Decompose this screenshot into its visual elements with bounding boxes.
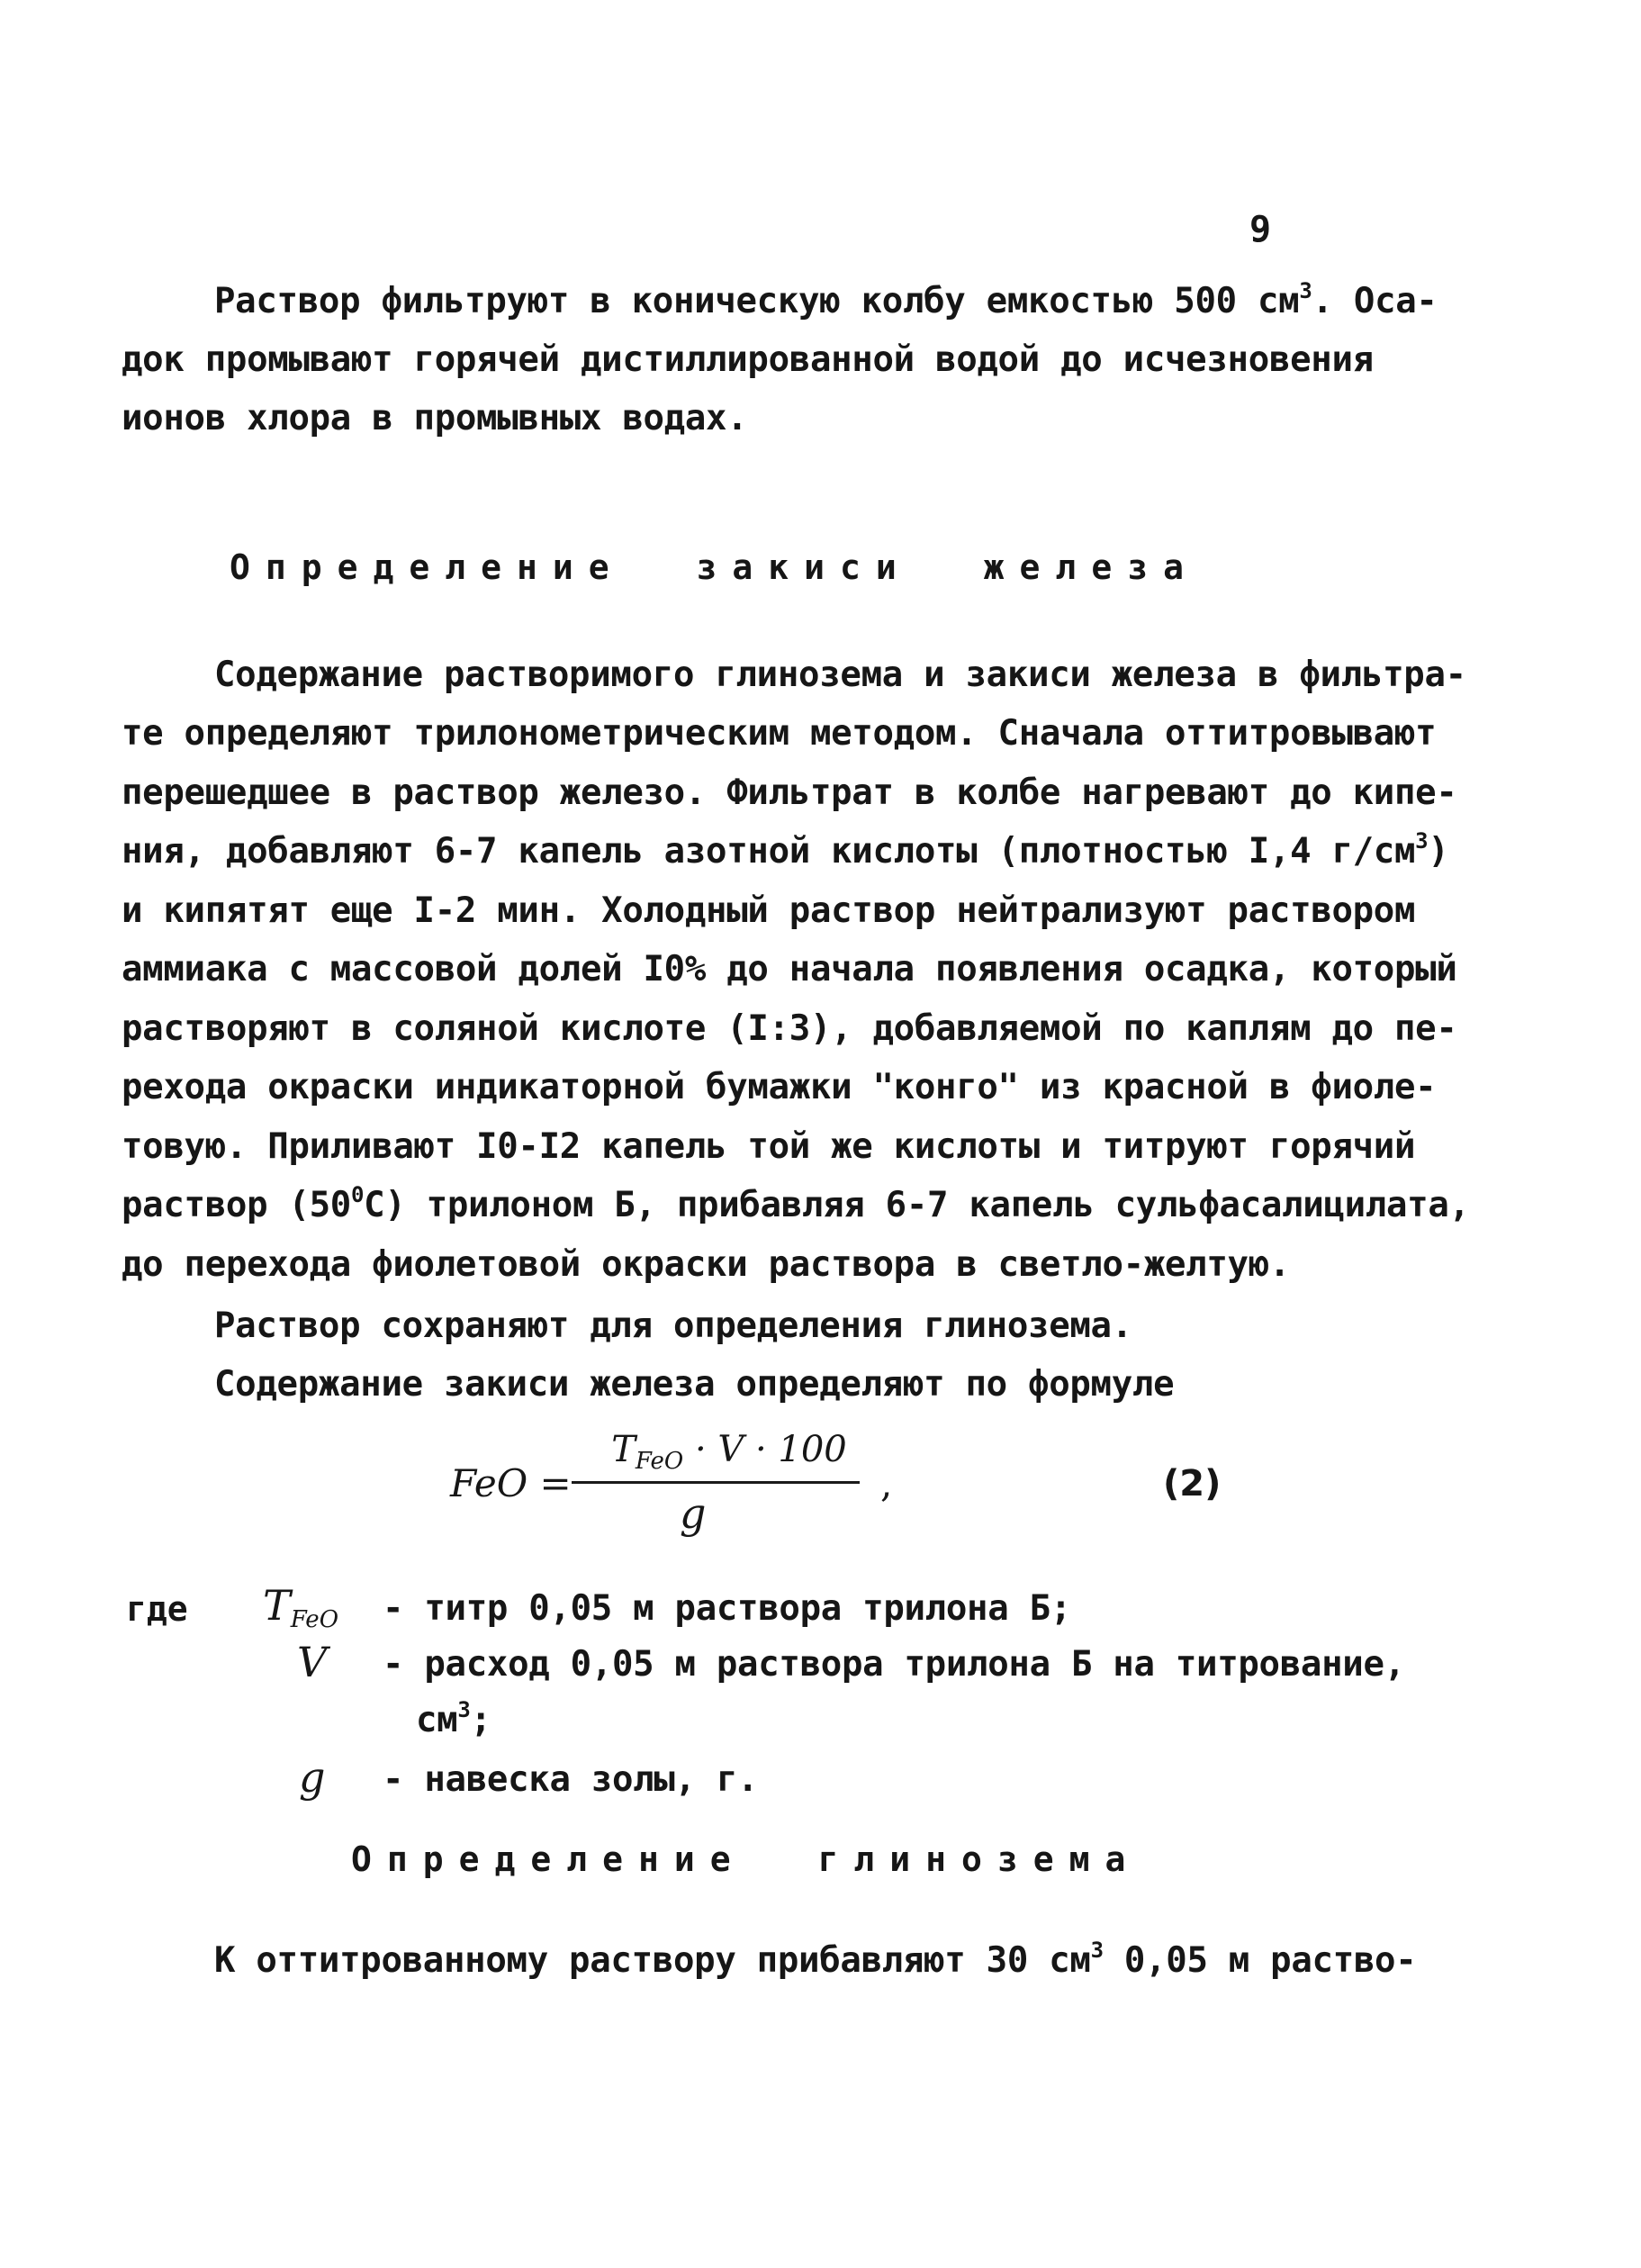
- final-line: К оттитрованному раствору прибавляют 30 $см^3$ 0,05 м раство-: [214, 1938, 1417, 1981]
- intro-line-3: ионов хлора в промывных водах.: [122, 398, 748, 438]
- definition-v-unit: $см^3$;: [416, 1697, 491, 1740]
- symbol-v: V: [297, 1638, 328, 1686]
- para1-line-10: раствор $(50^0С)$ трилоном Б, прибавляя 6-7 капель сульфасалицилата,: [122, 1182, 1470, 1225]
- para1-line-9: товую. Приливают I0-I2 капель той же кислоты и титруют горячий: [122, 1126, 1416, 1167]
- definition-v: - расход 0,05 м раствора трилона Б на титрование,: [383, 1644, 1405, 1685]
- para1-line-11: до перехода фиолетовой окраски раствора в светло-желтую.: [122, 1244, 1291, 1285]
- definition-t-feo: - титр 0,05 м раствора трилона Б;: [383, 1588, 1071, 1629]
- where-label: где: [126, 1589, 188, 1629]
- formula-comma: ,: [880, 1461, 893, 1505]
- definition-g: - навеска золы, г.: [383, 1759, 759, 1800]
- symbol-t-feo: $T_{FeO}$: [263, 1581, 339, 1633]
- fraction-bar: [572, 1481, 860, 1484]
- para1-line-3: перешедшее в раствор железо. Фильтрат в колбе нагревают до кипе-: [122, 773, 1457, 813]
- formula-numerator: $T_{FeO} \cdot V \cdot 100$: [611, 1429, 847, 1475]
- para1-line-1: Содержание растворимого глинозема и закиси железа в фильтра-: [214, 655, 1466, 695]
- intro-line-2: док промывают горячей дистиллированной водой до исчезновения: [122, 339, 1374, 380]
- section-heading-alumina: Определение глинозема: [351, 1839, 1141, 1879]
- para2: Раствор сохраняют для определения глинозема.: [214, 1306, 1132, 1346]
- symbol-g: g: [299, 1753, 326, 1802]
- para1-line-5: и кипятят еще I-2 мин. Холодный раствор нейтрализуют раствором: [122, 890, 1416, 931]
- intro-line-1: Раствор фильтруют в коническую колбу емкостью 500 $см^3$. Оса-: [214, 278, 1438, 321]
- para1-line-7: растворяют в соляной кислоте (I:3), добавляемой по каплям до пе-: [122, 1008, 1457, 1049]
- formula-lhs: FeO =: [450, 1461, 572, 1505]
- page-number: 9: [1249, 209, 1272, 250]
- para1-line-6: аммиака с массовой долей I0% до начала появления осадка, который: [122, 949, 1457, 989]
- formula-denominator: g: [680, 1489, 707, 1538]
- para1-line-4: ния, добавляют 6-7 капель азотной кислоты (плотностью I,4 $г/см^3$): [122, 828, 1449, 872]
- para3: Содержание закиси железа определяют по формуле: [214, 1364, 1175, 1405]
- formula-number: (2): [1163, 1463, 1222, 1504]
- section-heading-feo: Определение закиси железа: [230, 547, 1199, 587]
- formula: [450, 1427, 1260, 1562]
- para1-line-2: те определяют трилонометрическим методом. Сначала оттитровывают: [122, 713, 1437, 754]
- para1-line-8: рехода окраски индикаторной бумажки "конго" из красной в фиоле-: [122, 1067, 1437, 1107]
